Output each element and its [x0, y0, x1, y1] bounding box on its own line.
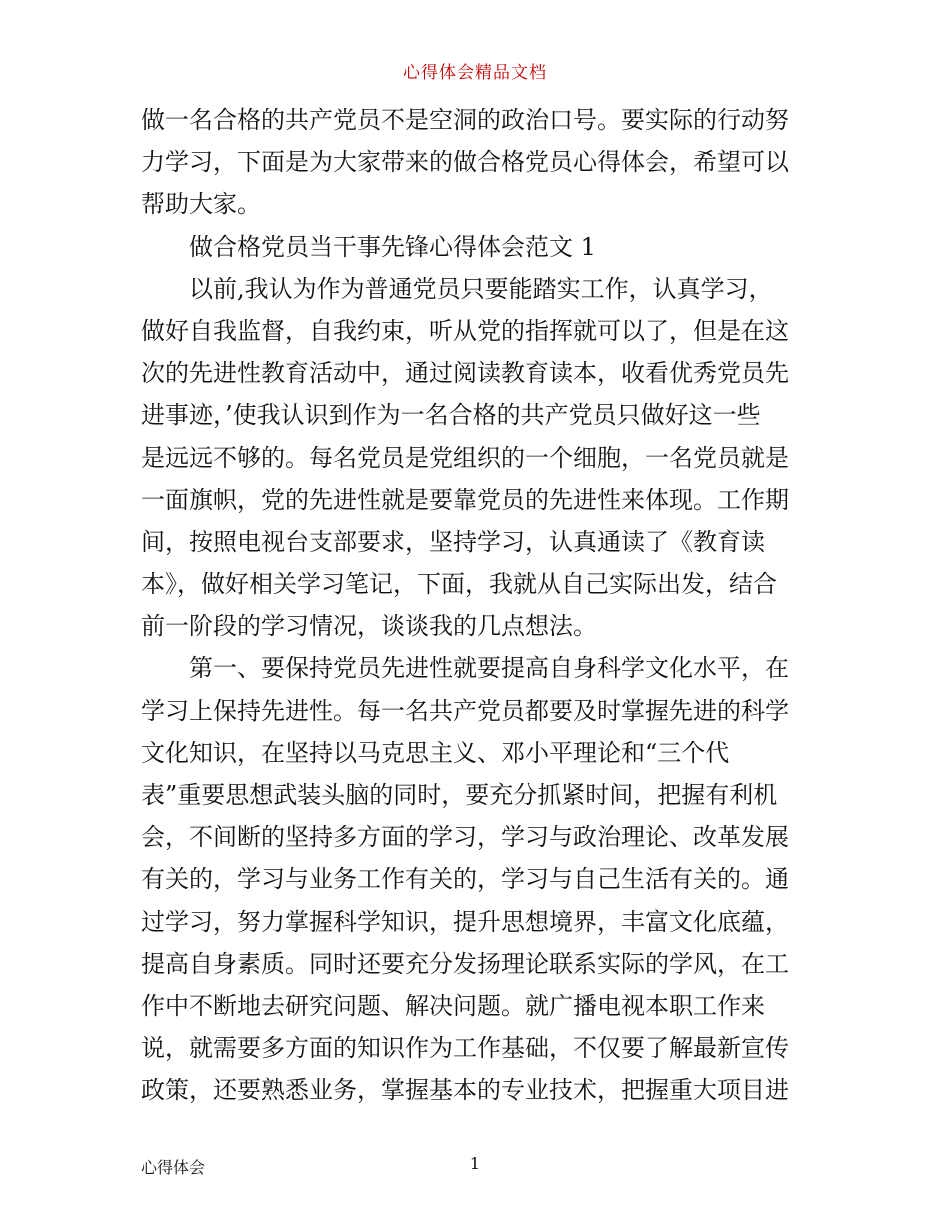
body-line: 进事迹，’使我认识到作为一名合格的共产党员只做好这一些 [141, 401, 761, 430]
section-heading: 做合格党员当干事先锋心得体会范文 1 [189, 232, 596, 261]
body-line: 间，按照电视台支部要求，坚持学习，认真通读了《教育读 [141, 527, 765, 556]
body-line: 文化知识，在坚持以马克思主义、邓小平理论和“三个代 [141, 738, 730, 767]
body-line: 做一名合格的共产党员不是空洞的政治口号。要实际的行动努 [141, 106, 789, 134]
body-line: 帮助大家。 [141, 190, 261, 219]
body-line: 政策，还要熟悉业务，掌握基本的专业技术，把握重大项目进 [141, 1076, 789, 1105]
footer-label: 心得体会 [141, 1158, 206, 1177]
body-line: 第一、要保持党员先进性就要提高自身科学文化水平，在 [189, 654, 789, 683]
body-line: 次的先进性教育活动中，通过阅读教育读本，收看优秀党员先 [141, 359, 789, 388]
body-line: 有关的，学习与业务工作有关的，学习与自己生活有关的。通 [141, 865, 789, 894]
body-line: 过学习，努力掌握科学知识，提升思想境界，丰富文化底蕴， [141, 907, 789, 936]
body-line: 一面旗帜，党的先进性就是要靠党员的先进性来体现。工作期 [141, 485, 789, 514]
body-line: 前一阶段的学习情况，谈谈我的几点想法。 [141, 612, 597, 641]
body-line: 说，就需要多方面的知识作为工作基础，不仅要了解最新宣传 [141, 1034, 789, 1063]
body-line: 会，不间断的坚持多方面的学习，学习与政治理论、改革发展 [141, 823, 789, 852]
body-line: 提高自身素质。同时还要充分发扬理论联系实际的学风，在工 [141, 949, 789, 978]
body-line: 力学习，下面是为大家带来的做合格党员心得体会，希望可以 [141, 148, 789, 177]
body-line: 作中不断地去研究问题、解决问题。就广播电视本职工作来 [141, 991, 765, 1020]
body-line: 学习上保持先进性。每一名共产党员都要及时掌握先进的科学 [141, 696, 789, 725]
body-line: 是远远不够的。每名党员是党组织的一个细胞，一名党员就是 [141, 443, 789, 472]
body-line: 本》，做好相关学习笔记，下面，我就从自己实际出发，结合 [141, 570, 777, 599]
body-line: 做好自我监督，自我约束，听从党的指挥就可以了，但是在这 [141, 316, 789, 345]
body-line: 表”重要思想武装头脑的同时，要充分抓紧时间，把握有利机 [141, 781, 778, 809]
document-body [141, 99, 813, 1112]
body-line: 以前,我认为作为普通党员只要能踏实工作，认真学习， [189, 274, 773, 303]
page-header-title: 心得体会精品文档 [403, 63, 547, 83]
page-number: 1 [469, 1154, 481, 1173]
